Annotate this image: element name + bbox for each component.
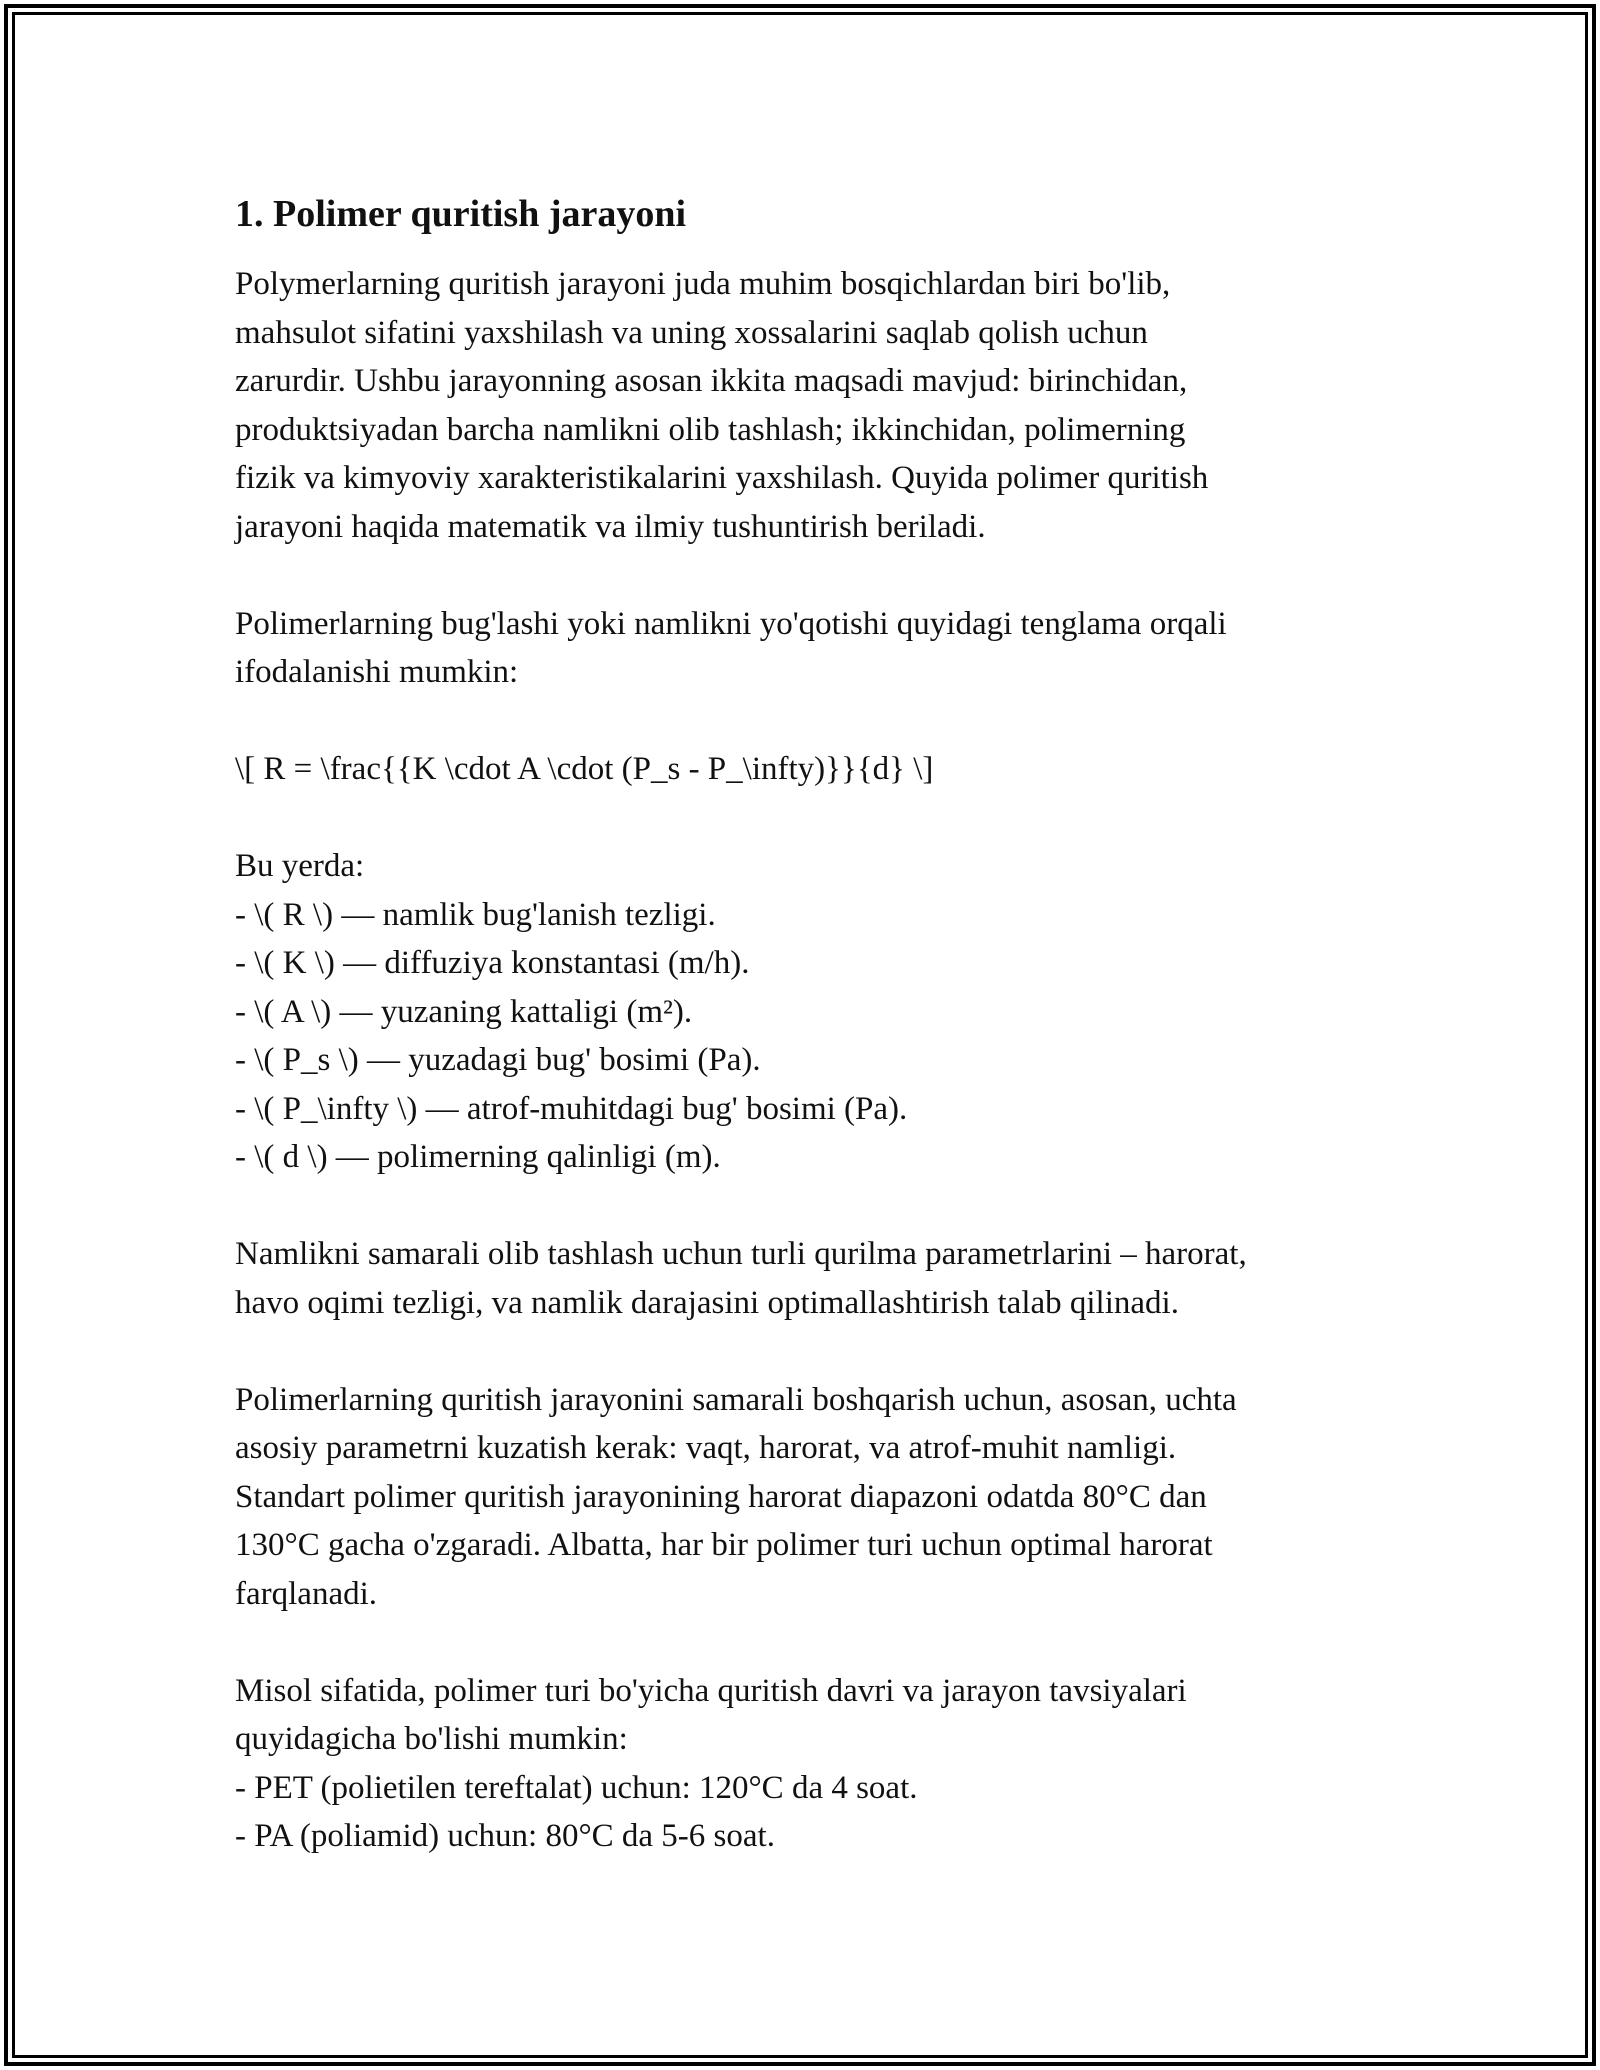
- section-title: 1. Polimer quritish jarayoni: [235, 193, 687, 235]
- example-item: - PET (polietilen tereftalat) uchun: 120°C da 4 soat.: [235, 1769, 918, 1806]
- examples-list: [235, 1764, 1375, 1861]
- paragraph-spacer: [235, 794, 1375, 843]
- paragraph-spacer: [235, 697, 1375, 746]
- paragraph-spacer: [235, 1182, 1375, 1231]
- paragraph-spacer: [235, 551, 1375, 600]
- parameters-paragraph: Namlikni samarali olib tashlash uchun turli qurilma parametrlarini – harorat, havo oqimi tezligi, va namlik darajasini optimallashtirish talab qilinadi.: [235, 1236, 1247, 1321]
- definition-item: - \( K \) — diffuziya konstantasi (m/h).: [235, 945, 750, 981]
- definition-item: - \( d \) — polimerning qalinligi (m).: [235, 1139, 721, 1175]
- equation-lead-paragraph: Polimerlarning bug'lashi yoki namlikni yo'qotishi quyidagi tenglama orqali ifodalanishi mumkin:: [235, 605, 1227, 690]
- example-item: - PA (poliamid) uchun: 80°C da 5-6 soat.: [235, 1818, 775, 1854]
- examples-intro-paragraph: Misol sifatida, polimer turi bo'yicha quritish davri va jarayon tavsiyalari quyidagicha bo'lishi mumkin:: [235, 1672, 1187, 1757]
- document-body: [235, 188, 1375, 1861]
- definition-item: - \( P_s \) — yuzadagi bug' bosimi (Pa).: [235, 1042, 761, 1078]
- definition-item: - \( R \) — namlik bug'lanish tezligi.: [235, 896, 716, 933]
- definition-item: - \( P_\infty \) — atrof-muhitdagi bug' bosimi (Pa).: [235, 1090, 908, 1127]
- definition-item: - \( A \) — yuzaning kattaligi (m²).: [235, 993, 693, 1030]
- definitions-intro: Bu yerda:: [235, 848, 365, 884]
- control-paragraph: Polimerlarning quritish jarayonini samarali boshqarish uchun, asosan, uchta asosiy parametrni kuzatish kerak: vaqt, harorat, va atrof-muhit namligi. Standart polimer quritish jarayonining harorat diapazoni odatda 80°C dan 130°C gacha o'zgaradi. Albatta, har bir polimer turi uchun optimal harorat farqlanadi.: [235, 1381, 1237, 1612]
- definitions-list: [235, 891, 1375, 1182]
- equation-text: \[ R = \frac{{K \cdot A \cdot (P_s - P_\infty)}}{d} \]: [235, 751, 934, 787]
- intro-paragraph: Polymerlarning quritish jarayoni juda muhim bosqichlardan biri bo'lib, mahsulot sifatini yaxshilash va uning xossalarini saqlab qolish uchun zarurdir. Ushbu jarayonning asosan ikkita maqsadi mavjud: birinchidan, produktsiyadan barcha namlikni olib tashlash; ikkinchidan, polimerning fizik va kimyoviy xarakteristikalarini yaxshilash. Quyida polimer quritish jarayoni haqida matematik va ilmiy tushuntirish beriladi.: [235, 266, 1209, 545]
- paragraph-spacer: [235, 1618, 1375, 1667]
- paragraph-spacer: [235, 1327, 1375, 1376]
